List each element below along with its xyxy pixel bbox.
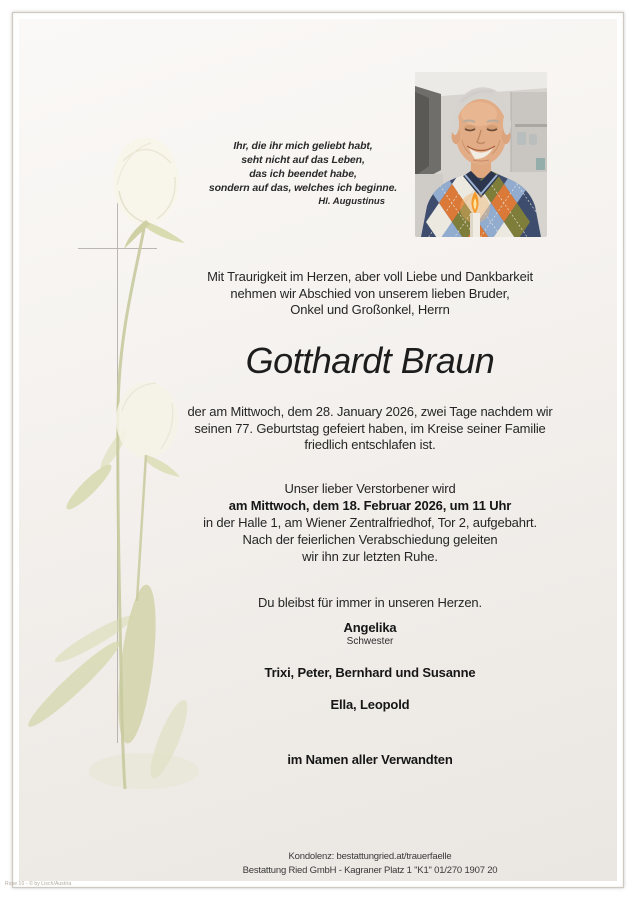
- memorial-card: [12, 12, 624, 888]
- mourner-group-2: Ella, Leopold: [330, 697, 410, 712]
- death-notice: [123, 404, 617, 454]
- funeral-line: Nach der feierlichen Verabschiedung geleiten: [242, 532, 498, 547]
- funeral-line: Unser lieber Verstorbener wird: [284, 481, 456, 496]
- death-notice-line: der am Mittwoch, dem 28. January 2026, zwei Tage nachdem wir: [187, 404, 553, 419]
- quote-line: Ihr, die ihr mich geliebt habt,: [233, 140, 373, 152]
- quote-line: seht nicht auf das Leben,: [241, 154, 365, 166]
- mourner-primary-name: Angelika: [343, 620, 397, 635]
- funeral-line: in der Halle 1, am Wiener Zentralfriedhof, Tor 2, aufgebahrt.: [203, 515, 537, 530]
- closing-line: im Namen aller Verwandten: [287, 752, 453, 767]
- intro-line: Onkel und Großonkel, Herrn: [290, 302, 450, 317]
- quote-attribution: Hl. Augustinus: [318, 196, 385, 207]
- card-content: [19, 19, 617, 881]
- footer: [123, 850, 617, 878]
- quote-line: das ich beendet habe,: [249, 168, 357, 180]
- portrait-photo: [415, 72, 547, 237]
- mourner-group-1: Trixi, Peter, Bernhard und Susanne: [264, 665, 476, 680]
- funeral-details: [123, 480, 617, 565]
- mourner-primary-relation: Schwester: [346, 636, 394, 647]
- portrait-photo-image: [415, 72, 547, 237]
- footer-funeral-home-line: Bestattung Ried GmbH - Kagraner Platz 1 "K1" 01/270 1907 20: [242, 865, 498, 876]
- artwork-credit: Rose 10 - © by Lisch/Austria: [5, 881, 72, 887]
- deceased-name: Gotthardt Braun: [245, 340, 495, 381]
- funeral-line: wir ihn zur letzten Ruhe.: [302, 549, 438, 564]
- quote-line: sondern auf das, welches ich beginne.: [208, 182, 398, 194]
- intro-line: nehmen wir Abschied von unserem lieben Bruder,: [230, 285, 510, 301]
- death-notice-line: friedlich entschlafen ist.: [304, 437, 436, 452]
- intro-line: Mit Traurigkeit im Herzen, aber voll Liebe und Dankbarkeit: [207, 269, 533, 284]
- death-notice-line: seinen 77. Geburtstag gefeiert haben, im Kreise seiner Familie: [194, 420, 546, 436]
- farewell-line: Du bleibst für immer in unseren Herzen.: [258, 595, 482, 610]
- funeral-datetime: am Mittwoch, dem 18. Februar 2026, um 11 Uhr: [228, 498, 512, 513]
- footer-condolence-line: Kondolenz: bestattungried.at/trauerfaelle: [288, 851, 452, 862]
- memorial-intro: [123, 269, 617, 319]
